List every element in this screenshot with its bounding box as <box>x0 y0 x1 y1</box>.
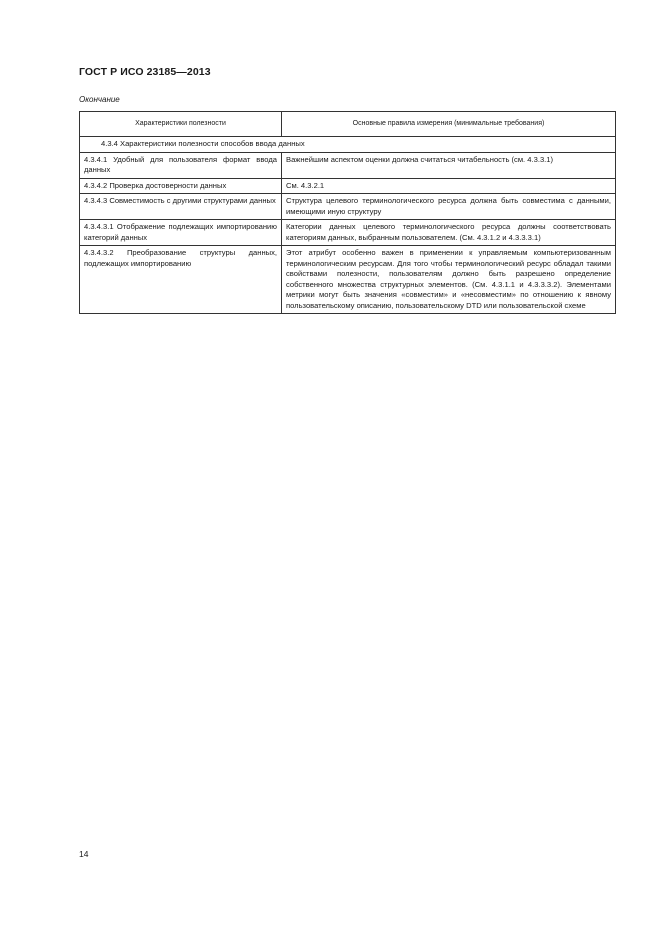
characteristic-cell: 4.3.4.1 Удобный для пользователя формат ввода данных <box>80 152 282 178</box>
table-row <box>80 220 616 246</box>
characteristic-cell: 4.3.4.3 Совместимость с другими структурами данных <box>80 194 282 220</box>
section-row <box>80 137 616 153</box>
characteristic-cell: 4.3.4.3.1 Отображение подлежащих импортированию категорий данных <box>80 220 282 246</box>
table-row <box>80 178 616 194</box>
table-row <box>80 246 616 314</box>
continuation-label: Окончание <box>79 95 120 104</box>
rules-cell: Структура целевого терминологического ресурса должна быть совместима с данными, имеющими иную структуру <box>282 194 616 220</box>
column-header-characteristic: Характеристики полезности <box>80 112 282 137</box>
rules-cell: Категории данных целевого терминологического ресурса должны соответствовать категориям данных, выбранным пользователем. (См. 4.3.1.2 и 4.3.3.3.1) <box>282 220 616 246</box>
characteristic-cell: 4.3.4.3.2 Преобразование структуры данных, подлежащих импортированию <box>80 246 282 314</box>
table-row <box>80 152 616 178</box>
document-title: ГОСТ Р ИСО 23185—2013 <box>79 66 211 78</box>
rules-cell: Важнейшим аспектом оценки должна считаться читабельность (см. 4.3.3.1) <box>282 152 616 178</box>
table-row <box>80 194 616 220</box>
characteristic-cell: 4.3.4.2 Проверка достоверности данных <box>80 178 282 194</box>
rules-cell: Этот атрибут особенно важен в применении к управляемым компьютеризованным терминологическим ресурсам. Для того чтобы терминологический ресурс обладал такими свойствами полезности, пользователям должно быть разрешено определение собственного множества структурных элементов. (См. 4.3.1.1 и 4.3.3.3.2). Элементами метрики могут быть значения «совместим» и «несовместим» по отношению к явному пользовательскому описанию, пользовательскому DTD или пользовательской схеме <box>282 246 616 314</box>
table-header-row <box>80 112 616 137</box>
page-number: 14 <box>79 849 89 859</box>
rules-cell: См. 4.3.2.1 <box>282 178 616 194</box>
requirements-table <box>79 111 616 314</box>
column-header-rules: Основные правила измерения (минимальные требования) <box>282 112 616 137</box>
section-title: 4.3.4 Характеристики полезности способов ввода данных <box>80 137 616 153</box>
